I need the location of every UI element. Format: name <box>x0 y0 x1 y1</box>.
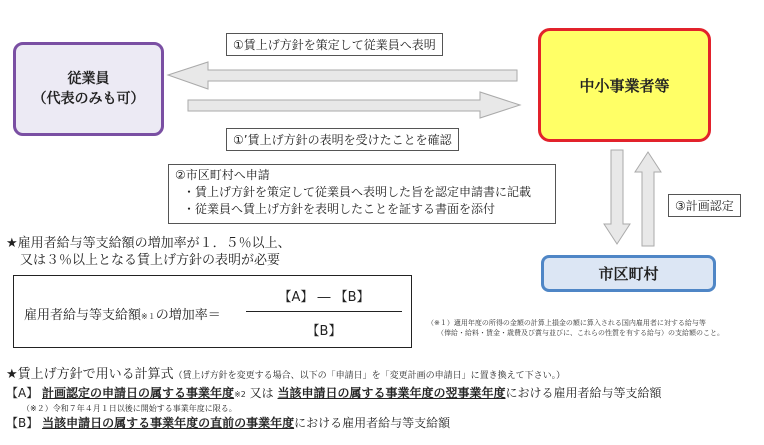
employee-box <box>13 42 164 136</box>
apply-item: ・賃上げ方針を策定して従業員へ表明した旨を認定申請書に記載 <box>183 185 532 199</box>
requirement-line1: ★雇用者給与等支給額の増加率が１．５％以上、 <box>6 236 291 251</box>
calc-b-row <box>6 415 662 432</box>
requirement <box>6 235 291 269</box>
calc-a-tail: における雇用者給与等支給額 <box>505 386 662 400</box>
formula-box <box>13 275 412 348</box>
sme-label: 中小事業者等 <box>579 76 670 95</box>
calc-b-label: 【B】 <box>6 416 39 430</box>
calc-note2: （※２）令和７年４月１日以後に開始する事業年度に限る。 <box>22 404 237 413</box>
apply-item: ・従業員へ賃上げ方針を表明したことを証する書面を添付 <box>183 202 496 216</box>
formula-lhs <box>24 304 221 323</box>
arrow-to-sme <box>188 92 520 118</box>
footnote1 <box>427 318 724 338</box>
calc-b-tail: における雇用者給与等支給額 <box>294 416 451 430</box>
calc-a-row <box>6 385 662 403</box>
arrow-to-sme-certify <box>635 152 661 246</box>
arrow-top-label: ①賃上げ方針を策定して従業員へ表明 <box>226 33 443 56</box>
arrow-to-city <box>604 150 630 244</box>
calc-b-bold: 当該申請日の属する事業年度の直前の事業年度 <box>42 416 295 430</box>
calc-a-note: ※2 <box>234 390 246 399</box>
certify-label: ③計画認定 <box>668 194 741 217</box>
formula-denominator: 【B】 <box>306 324 342 339</box>
calc-a-mid: 又は <box>245 386 278 400</box>
employee-line2: （代表のみも可） <box>32 91 145 107</box>
calc-title-note: （賃上げ方針を変更する場合、以下の「申請日」を「変更計画の申請日」に置き換えて下さい。） <box>173 371 566 381</box>
formula-lhs-note: ※１ <box>141 312 156 321</box>
calc-title-row <box>6 366 662 385</box>
fraction-bar <box>246 311 402 312</box>
employee-line1: 従業員 <box>67 71 110 87</box>
footnote1-line1: （※１）適用年度の所得の金額の計算上損金の額に算入される国内雇用者に対する給与等 <box>427 319 706 327</box>
calc-a-label: 【A】 <box>6 386 39 400</box>
calc-section <box>6 366 662 432</box>
sme-box <box>538 28 711 142</box>
arrow-to-employee <box>168 62 517 89</box>
formula-lhs-suffix: の増加率＝ <box>155 308 221 323</box>
requirement-line2: 又は３％以上となる賃上げ方針の表明が必要 <box>20 253 281 268</box>
calc-a-bold1: 計画認定の申請日の属する事業年度 <box>42 386 235 400</box>
arrow-bottom-label: ①’賃上げ方針の表明を受けたことを確認 <box>226 128 459 151</box>
city-label: 市区町村 <box>598 265 659 283</box>
calc-title: ★賃上げ方針で用いる計算式 <box>6 367 174 382</box>
apply-box <box>168 164 556 224</box>
footnote1-line2: （俸給・給料・賃金・歳費及び賞与並びに、これらの性質を有する給与）の支給額のこと。 <box>437 329 724 337</box>
formula-lhs-prefix: 雇用者給与等支給額 <box>24 308 142 323</box>
city-box <box>541 255 716 292</box>
apply-title: ②市区町村へ申請 <box>175 168 270 182</box>
calc-a-bold2: 当該申請日の属する事業年度の翌事業年度 <box>277 386 506 400</box>
formula-numerator: 【A】 ― 【B】 <box>278 290 370 305</box>
